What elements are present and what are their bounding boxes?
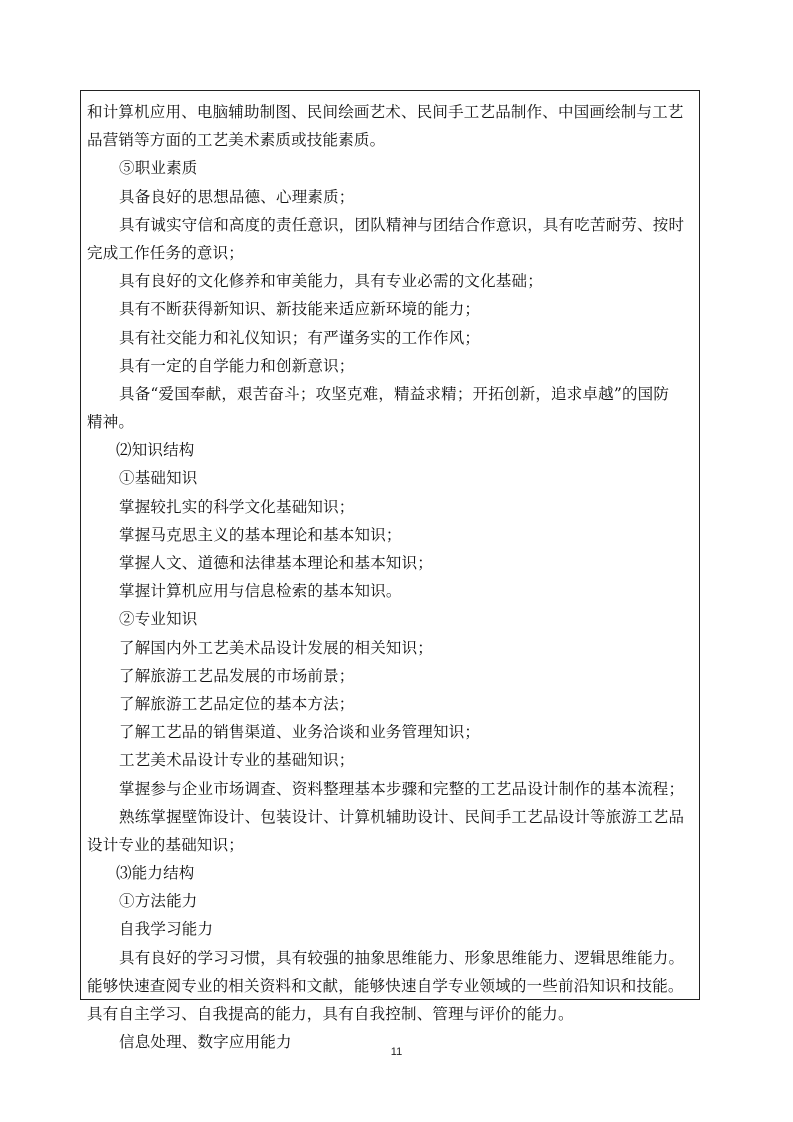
text-line: 品营销等方面的工艺美术素质或技能素质。	[87, 131, 386, 150]
text-line: 和计算机应用、电脑辅助制图、民间绘画艺术、民间手工艺品制作、中国画绘制与工艺	[87, 103, 684, 121]
text-line: ⑶能力结构	[116, 864, 195, 883]
text-line: 了解旅游工艺品发展的市场前景；	[119, 666, 355, 685]
text-line: ②专业知识	[119, 610, 198, 629]
text-line: ⑵知识结构	[116, 441, 195, 460]
page-number: 11	[390, 1046, 403, 1058]
text-line: 掌握较扎实的科学文化基础知识；	[119, 497, 355, 516]
text-line: ①方法能力	[119, 892, 198, 911]
text-line: 能够快速查阅专业的相关资料和文献，能够快速自学专业领域的一些前沿知识和技能。	[87, 976, 684, 995]
text-line: 具有良好的文化修养和审美能力，具有专业必需的文化基础；	[119, 272, 543, 291]
text-line: 设计专业的基础知识；	[87, 835, 245, 854]
text-line: 自我学习能力	[119, 920, 214, 939]
text-line: 精神。	[87, 413, 135, 432]
text-line: 完成工作任务的意识；	[87, 243, 245, 262]
text-line: 具有不断获得新知识、新技能来适应新环境的能力；	[119, 300, 481, 319]
text-line: 熟练掌握壁饰设计、包装设计、计算机辅助设计、民间手工艺品设计等旅游工艺品	[119, 807, 685, 826]
text-body	[81, 98, 699, 1056]
text-line: ①基础知识	[119, 469, 198, 488]
text-line: 具有社交能力和礼仪知识；有严谨务实的工作作风；	[119, 328, 481, 347]
text-line: 具备良好的思想品德、心理素质；	[119, 187, 355, 206]
text-line: ⑤职业素质	[119, 159, 198, 178]
text-line: 具有诚实守信和高度的责任意识，团队精神与团结合作意识，具有吃苦耐劳、按时	[119, 215, 685, 234]
text-line: 掌握计算机应用与信息检索的基本知识。	[119, 582, 402, 601]
text-line: 了解国内外工艺美术品设计发展的相关知识；	[119, 638, 434, 657]
text-line: 了解旅游工艺品定位的基本方法；	[119, 694, 355, 713]
text-line: 了解工艺品的销售渠道、业务洽谈和业务管理知识；	[119, 723, 481, 742]
text-line: 具有一定的自学能力和创新意识；	[119, 356, 355, 375]
text-line: 掌握参与企业市场调查、资料整理基本步骤和完整的工艺品设计制作的基本流程；	[119, 779, 685, 798]
text-line: 工艺美术品设计专业的基础知识；	[119, 751, 355, 770]
text-line: 具备“爱国奉献，艰苦奋斗；攻坚克难，精益求精；开拓创新，追求卓越”的国防	[119, 384, 670, 403]
text-line: 掌握马克思主义的基本理论和基本知识；	[119, 525, 402, 544]
text-line: 具有良好的学习习惯，具有较强的抽象思维能力、形象思维能力、逻辑思维能力。	[119, 948, 685, 967]
text-line: 掌握人文、道德和法律基本理论和基本知识；	[119, 554, 434, 572]
text-line: 信息处理、数字应用能力	[119, 1033, 292, 1052]
text-line: 具有自主学习、自我提高的能力，具有自我控制、管理与评价的能力。	[87, 1005, 574, 1023]
